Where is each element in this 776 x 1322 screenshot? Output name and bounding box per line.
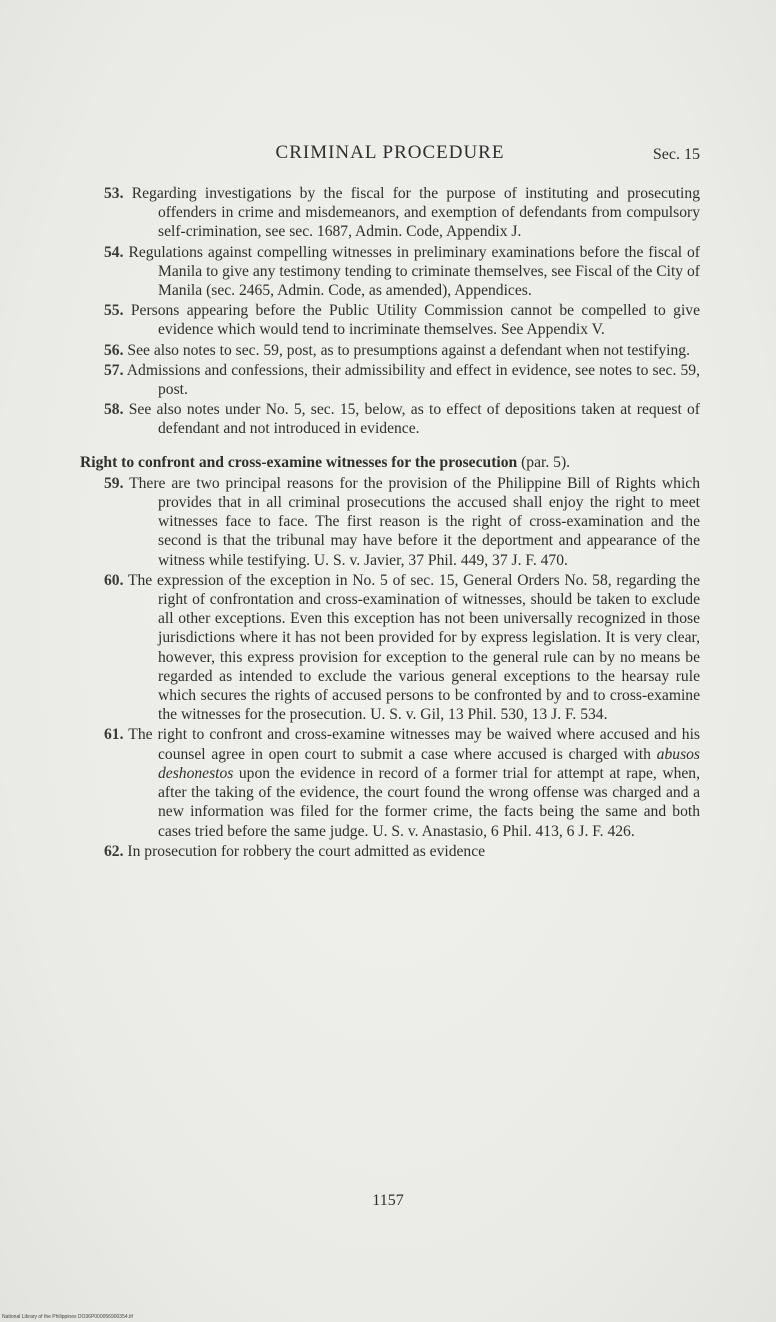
scan-footer: National Library of the Philippines DO36P000056900354.tif: [2, 1314, 133, 1320]
note-number: 54.: [104, 243, 124, 261]
note-58: [80, 400, 700, 438]
note-text: The right to confront and cross-examine witnesses may be waived where accused and his counsel agree in open court to submit a case where accused is charged with: [128, 726, 700, 763]
section-heading-text: Right to confront and cross-examine witnesses for the prosecution: [80, 453, 518, 471]
note-text: Admissions and confessions, their admissibility and effect in evidence, see notes to sec. 59, post.: [126, 361, 700, 399]
header-title: CRIMINAL PROCEDURE: [275, 142, 505, 163]
note-56: [80, 341, 700, 360]
note-60: [80, 571, 700, 725]
note-text: The expression of the exception in No. 5 of sec. 15, General Orders No. 58, regarding the right of confrontation and cross-examination of witnesses, should be taken to exclude all other exceptions. Even this exception has not been universally recognized in those jurisdictions where it has not been provided for by express legislation. It is very clear, however, this express provision for exception to the general rule can by no means be regarded as intended to exclude the various general exceptions to the hearsay rule which secures the rights of accused persons to be confronted by and to cross-examine the witnesses for the prosecution. U. S. v. Gil, 13 Phil. 530, 13 J. F. 534.: [127, 571, 700, 724]
note-text: See also notes under No. 5, sec. 15, below, as to effect of depositions taken at request of defendant and not introduced in evidence.: [128, 401, 700, 438]
note-55: [80, 301, 700, 339]
note-54: [80, 243, 700, 301]
note-number: 58.: [104, 401, 124, 419]
note-62: [80, 842, 700, 861]
note-text: Regulations against compelling witnesses in preliminary examinations before the fiscal of Manila to give any testimony tending to criminate themselves, see Fiscal of the City of Manila (sec. 2465, Admin. Code, as amended), Appendices.: [128, 243, 700, 300]
note-text: See also notes to sec. 59, post, as to presumptions against a defendant when not testifying.: [127, 341, 690, 359]
page-number: 1157: [372, 1192, 404, 1209]
note-61: [80, 725, 700, 840]
note-number: 59.: [104, 474, 124, 492]
note-number: 55.: [104, 302, 124, 320]
note-text-cont: upon the evidence in record of a former trial for attempt at rape, when, after the taking of the evidence, the court found the wrong offense was charged and a new information was filed for the former crime, the facts being the same and both cases tried before the same judge. U. S. v. Anastasio, 6 Phil. 413, 6 J. F. 426.: [158, 764, 700, 840]
note-number: 60.: [104, 571, 124, 589]
note-number: 61.: [104, 726, 124, 744]
note-number: 53.: [104, 185, 124, 202]
note-text: Persons appearing before the Public Utility Commission cannot be compelled to give evidence which would tend to incriminate themselves. See Appendix V.: [130, 302, 700, 339]
header-section: Sec. 15: [652, 146, 700, 163]
note-number: 56.: [104, 341, 124, 359]
note-number: 57.: [104, 361, 124, 379]
page-body: [80, 184, 700, 862]
section-heading-par: (par. 5).: [521, 453, 571, 471]
note-text: Regarding investigations by the fiscal for the purpose of instituting and prosecuting offenders in crime and misdemeanors, and exemption of defendants from compulsory self-crimination, see sec. 1687, Admin. Code, Appendix J.: [131, 185, 700, 241]
section-heading: [80, 453, 700, 472]
note-text: In prosecution for robbery the court admitted as evidence: [127, 842, 486, 860]
note-59: [80, 474, 700, 570]
note-number: 62.: [104, 842, 124, 860]
note-53: [80, 184, 700, 242]
note-italic-term: abusos deshonestos: [158, 745, 700, 782]
note-57: [80, 361, 700, 399]
note-text: There are two principal reasons for the provision of the Philippine Bill of Rights which provides that in all criminal prosecutions the accused shall enjoy the right to meet witnesses face to face. The first reason is the right of cross-examination and the second is that the tribunal may have before it the deportment and appearance of the witness while testifying. U. S. v. Javier, 37 Phil. 449, 37 J. F. 470.: [129, 474, 700, 569]
running-header: [80, 142, 700, 168]
